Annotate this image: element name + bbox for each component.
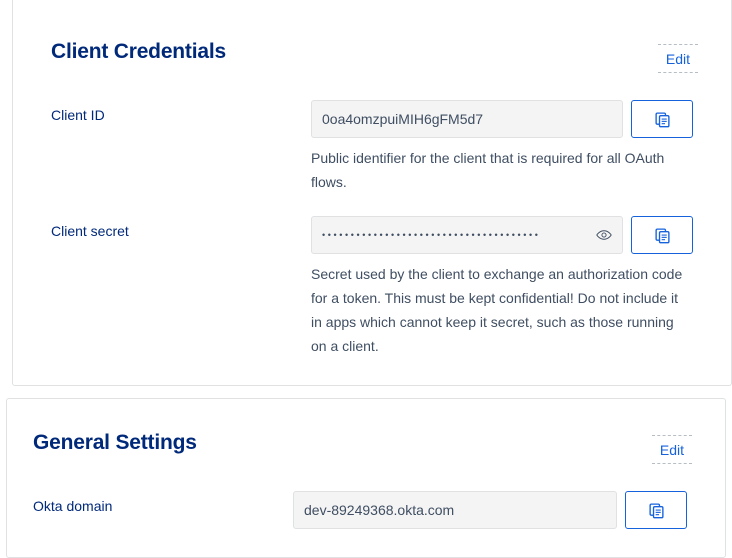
general-settings-title: General Settings <box>33 431 197 454</box>
copy-client-secret-button[interactable] <box>631 216 693 254</box>
okta-domain-input[interactable] <box>293 491 617 529</box>
client-id-help-text: Public identifier for the client that is required for all OAuth flows. <box>311 150 665 190</box>
general-settings-card <box>6 398 726 558</box>
client-id-control <box>311 100 693 138</box>
copy-icon <box>654 227 671 244</box>
client-secret-help-text: Secret used by the client to exchange an authorization code for a token. This must be kept confidential! Do not include it in apps which cannot keep it secret, such as those running on a client. <box>311 266 683 354</box>
client-secret-label: Client secret <box>51 223 129 239</box>
client-credentials-card <box>12 0 732 386</box>
eye-icon[interactable] <box>596 229 612 241</box>
okta-domain-label: Okta domain <box>33 498 113 514</box>
client-credentials-header <box>13 0 731 72</box>
copy-icon <box>654 111 671 128</box>
copy-icon <box>648 502 665 519</box>
client-secret-value: •••••••••••••••••••••••••••••••••••••• <box>322 230 541 240</box>
client-secret-input[interactable] <box>311 216 623 254</box>
edit-client-credentials-button[interactable]: Edit <box>657 46 699 72</box>
okta-domain-control <box>293 491 687 529</box>
client-id-label: Client ID <box>51 107 105 123</box>
client-id-value: 0oa4omzpuiMIH6gFM5d7 <box>322 111 484 127</box>
client-id-row <box>13 72 731 194</box>
client-credentials-title: Client Credentials <box>51 40 226 63</box>
client-secret-row <box>13 194 731 358</box>
client-id-input[interactable] <box>311 100 623 138</box>
copy-client-id-button[interactable] <box>631 100 693 138</box>
client-secret-control <box>311 216 693 254</box>
okta-domain-row <box>7 463 725 529</box>
okta-domain-value: dev-89249368.okta.com <box>304 502 455 518</box>
general-settings-header <box>7 399 725 463</box>
copy-okta-domain-button[interactable] <box>625 491 687 529</box>
edit-general-settings-button[interactable]: Edit <box>651 437 693 463</box>
